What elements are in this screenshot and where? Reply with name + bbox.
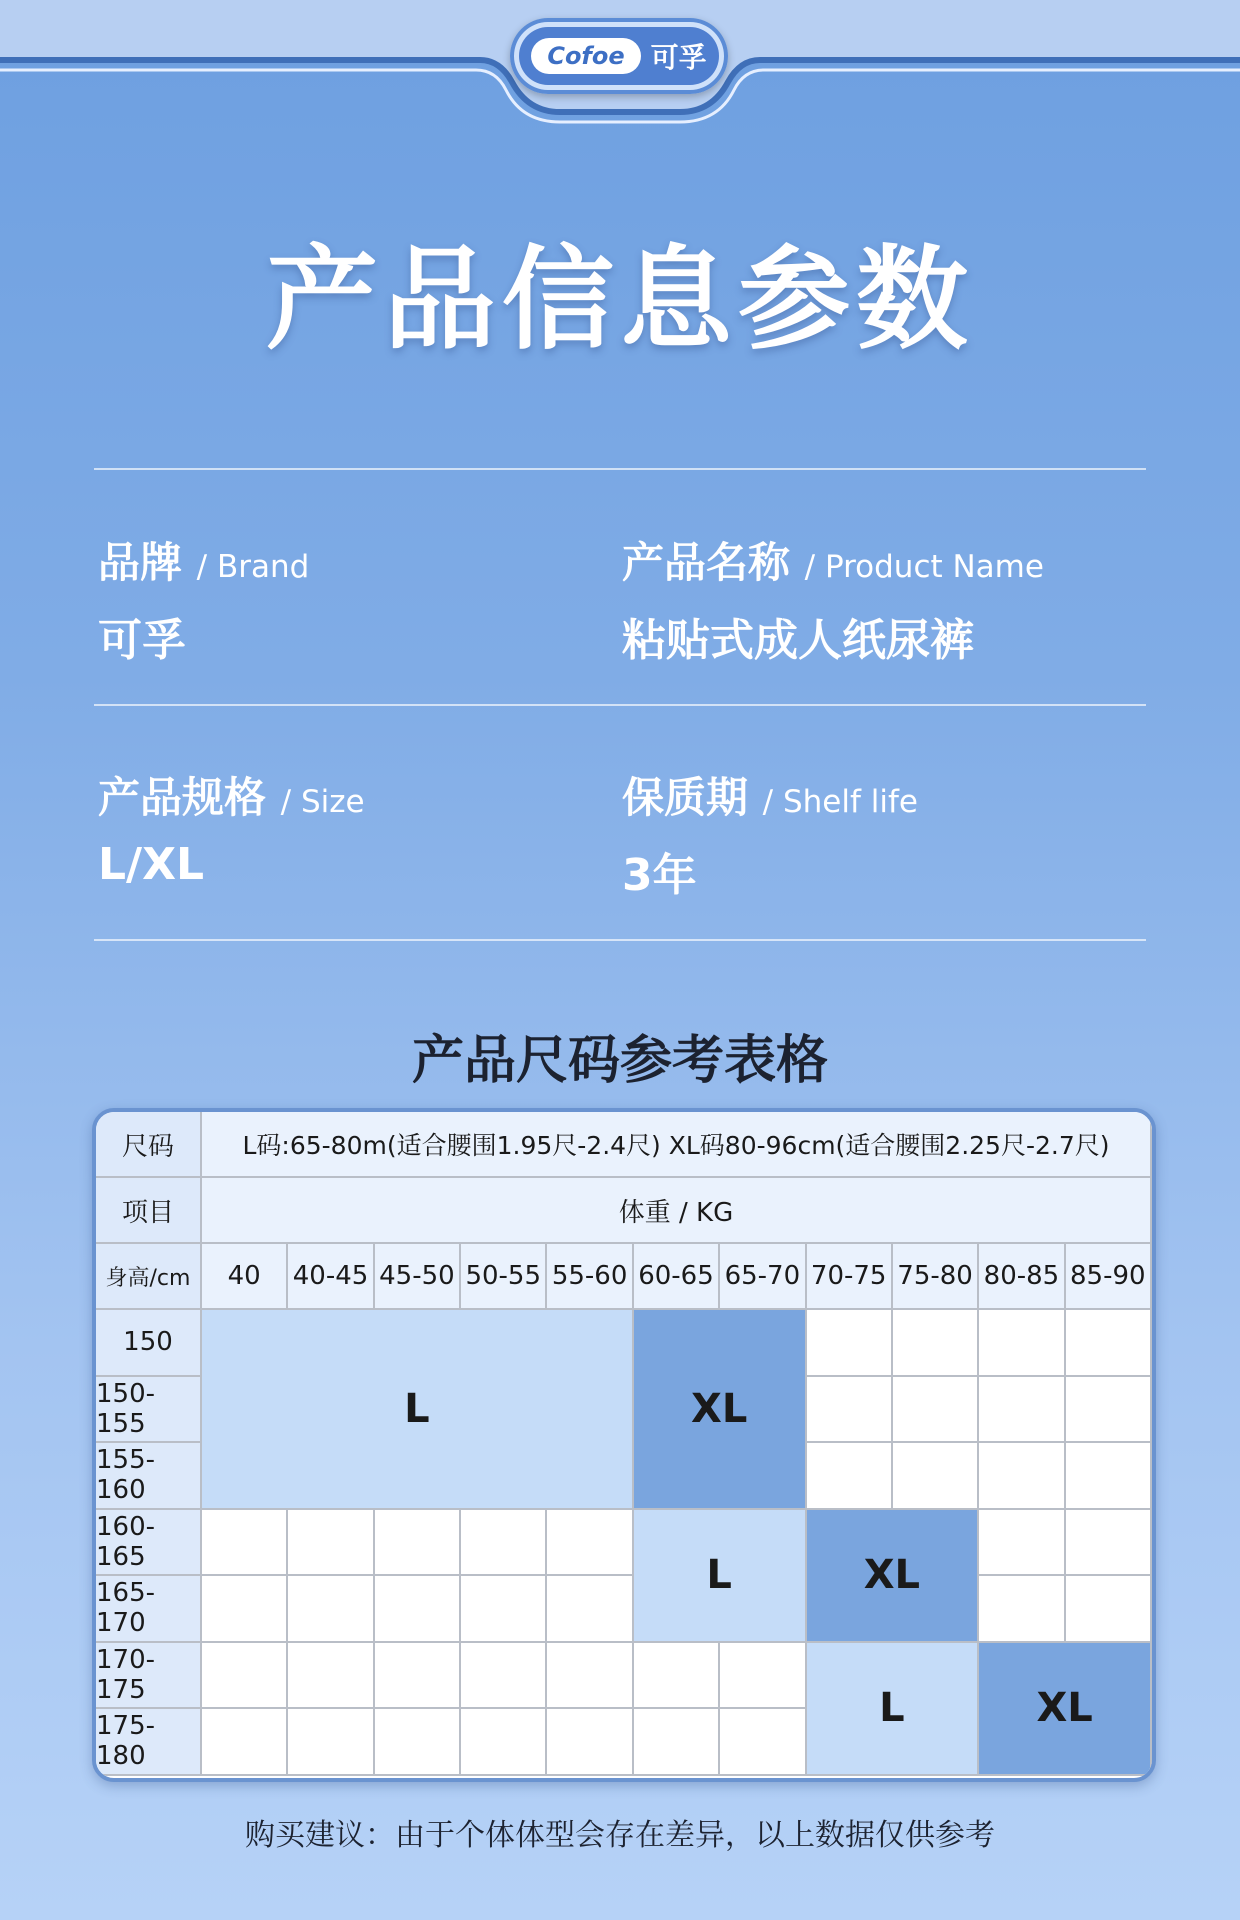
info-size	[98, 765, 365, 890]
height-row-header: 165-170	[96, 1576, 202, 1643]
height-header: 身高/cm	[96, 1244, 202, 1310]
divider	[94, 468, 1146, 470]
size-table	[92, 1108, 1156, 1782]
grid-cell	[288, 1643, 374, 1710]
grid-cell	[893, 1377, 979, 1444]
grid-cell	[979, 1377, 1065, 1444]
page-title: 产品信息参数	[266, 235, 974, 365]
size-block-l: L	[202, 1310, 634, 1510]
info-label-en: / Brand	[196, 549, 310, 585]
grid-cell	[461, 1576, 547, 1643]
grid-cell	[893, 1443, 979, 1510]
height-row-header: 150-155	[96, 1377, 202, 1444]
item-label: 项目	[96, 1178, 202, 1244]
size-block-xl: XL	[979, 1643, 1152, 1776]
height-row-header: 150	[96, 1310, 202, 1377]
grid-cell	[979, 1510, 1065, 1577]
grid-cell	[461, 1709, 547, 1776]
grid-cell	[893, 1310, 979, 1377]
grid-cell	[1066, 1310, 1152, 1377]
grid-cell	[288, 1510, 374, 1577]
size-label: 尺码	[96, 1112, 202, 1178]
grid-cell	[375, 1576, 461, 1643]
grid-cell	[634, 1643, 720, 1710]
grid-cell	[202, 1576, 288, 1643]
info-value: 粘贴式成人纸尿裤	[622, 615, 974, 666]
grid-cell	[461, 1510, 547, 1577]
grid-cell	[979, 1443, 1065, 1510]
grid-cell	[288, 1709, 374, 1776]
weight-column-header: 40-45	[288, 1244, 374, 1310]
height-row-header: 170-175	[96, 1643, 202, 1710]
purchase-note: 购买建议：由于个体体型会存在差异，以上数据仅供参考	[245, 1818, 995, 1853]
info-brand	[98, 530, 309, 668]
info-shelf-life	[622, 765, 918, 903]
weight-column-header: 40	[202, 1244, 288, 1310]
grid-cell	[807, 1443, 893, 1510]
info-label-en: / Size	[280, 784, 365, 820]
grid-cell	[1066, 1510, 1152, 1577]
info-value: 3年	[622, 850, 697, 901]
grid-cell	[1066, 1576, 1152, 1643]
weight-column-header: 55-60	[547, 1244, 633, 1310]
info-label: 产品名称	[622, 538, 791, 587]
divider	[94, 939, 1146, 941]
weight-column-header: 65-70	[720, 1244, 806, 1310]
size-table-title: 产品尺码参考表格	[411, 1031, 828, 1091]
grid-cell	[375, 1510, 461, 1577]
size-block-l: L	[807, 1643, 980, 1776]
weight-column-header: 50-55	[461, 1244, 547, 1310]
info-label: 产品规格	[98, 773, 267, 822]
grid-cell	[202, 1643, 288, 1710]
logo-en: Cofoe	[531, 38, 640, 74]
grid-cell	[375, 1643, 461, 1710]
weight-column-header: 85-90	[1066, 1244, 1152, 1310]
info-label: 保质期	[622, 773, 749, 822]
info-value: 可孚	[98, 615, 186, 666]
height-row-header: 160-165	[96, 1510, 202, 1577]
grid-cell	[288, 1576, 374, 1643]
grid-cell	[202, 1510, 288, 1577]
grid-cell	[807, 1310, 893, 1377]
brand-logo	[510, 18, 728, 94]
weight-column-header: 75-80	[893, 1244, 979, 1310]
info-label-en: / Shelf life	[762, 784, 918, 820]
grid-cell	[720, 1709, 806, 1776]
grid-cell	[461, 1643, 547, 1710]
grid-cell	[979, 1310, 1065, 1377]
grid-cell	[720, 1643, 806, 1710]
grid-cell	[1066, 1443, 1152, 1510]
grid-cell	[547, 1510, 633, 1577]
weight-column-header: 70-75	[807, 1244, 893, 1310]
grid-cell	[547, 1709, 633, 1776]
grid-cell	[634, 1709, 720, 1776]
grid-cell	[547, 1643, 633, 1710]
grid-cell	[807, 1377, 893, 1444]
size-block-xl: XL	[634, 1310, 807, 1510]
divider	[94, 704, 1146, 706]
info-label-en: / Product Name	[804, 549, 1044, 585]
weight-column-header: 45-50	[375, 1244, 461, 1310]
info-product-name	[622, 530, 1044, 668]
grid-cell	[375, 1709, 461, 1776]
weight-column-header: 60-65	[634, 1244, 720, 1310]
size-block-xl: XL	[807, 1510, 980, 1643]
grid-cell	[1066, 1377, 1152, 1444]
height-row-header: 175-180	[96, 1709, 202, 1776]
grid-cell	[547, 1576, 633, 1643]
logo-cn: 可孚	[650, 41, 707, 74]
weight-column-header: 80-85	[979, 1244, 1065, 1310]
grid-cell	[202, 1709, 288, 1776]
size-description: L码:65-80m(适合腰围1.95尺-2.4尺) XL码80-96cm(适合腰围2.25尺-2.7尺)	[202, 1112, 1152, 1178]
info-value: L/XL	[98, 839, 205, 890]
size-block-l: L	[634, 1510, 807, 1643]
weight-header: 体重 / KG	[202, 1178, 1152, 1244]
height-row-header: 155-160	[96, 1443, 202, 1510]
info-label: 品牌	[98, 538, 183, 587]
grid-cell	[979, 1576, 1065, 1643]
